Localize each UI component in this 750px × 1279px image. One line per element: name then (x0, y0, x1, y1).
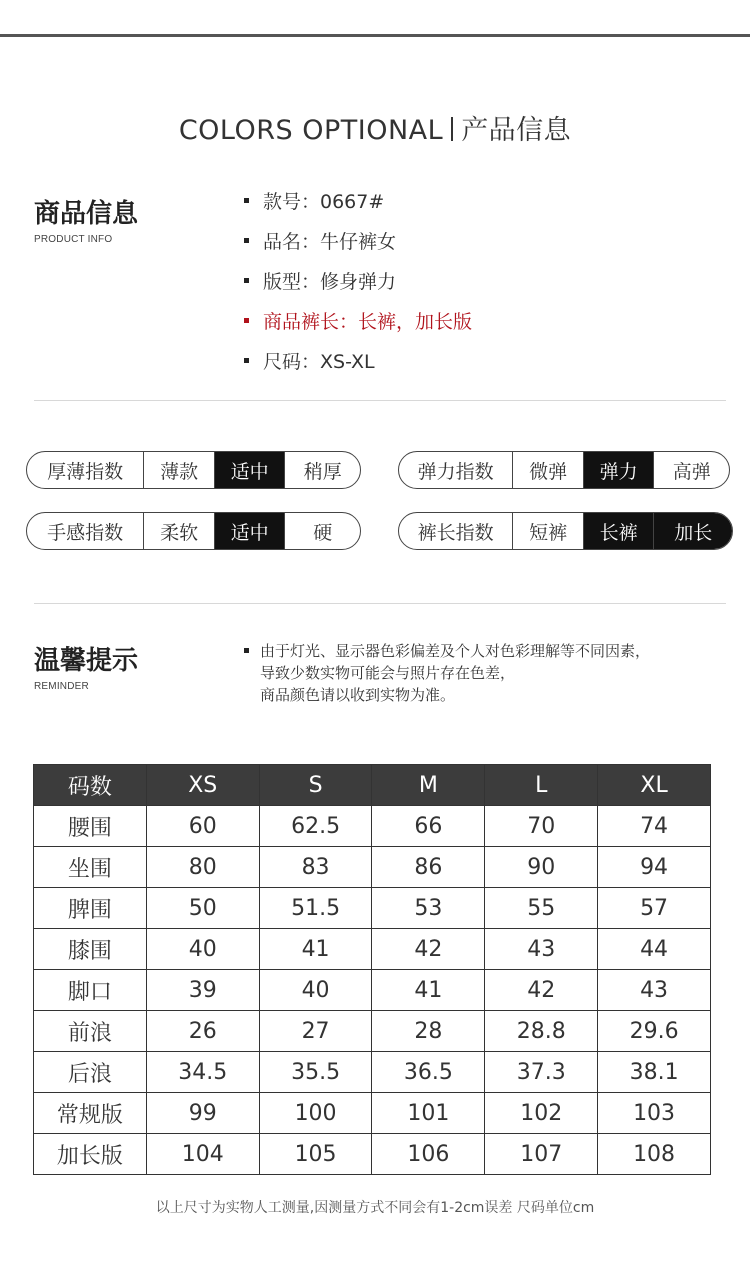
table-row (34, 847, 711, 888)
row-label-cell: 常规版 (34, 1093, 147, 1134)
table-cell: 37.3 (485, 1052, 598, 1093)
index-option: 硬 (284, 513, 360, 549)
index-option: 适中 (214, 513, 285, 549)
index-option: 薄款 (143, 452, 214, 488)
table-cell: 60 (146, 806, 259, 847)
index-option: 短裤 (512, 513, 583, 549)
product-info-item (244, 190, 472, 230)
size-table-header: XL (598, 765, 711, 806)
row-label-cell: 加长版 (34, 1134, 147, 1175)
title-separator (451, 117, 453, 141)
index-option: 长裤 (583, 513, 654, 549)
index-option: 高弹 (653, 452, 729, 488)
table-row (34, 970, 711, 1011)
table-cell: 100 (259, 1093, 372, 1134)
index-label: 裤长指数 (417, 521, 494, 544)
index-pill (26, 451, 361, 489)
table-row (34, 1093, 711, 1134)
table-row (34, 1011, 711, 1052)
table-cell: 26 (146, 1011, 259, 1052)
measurement-footnote: 以上尺寸为实物人工测量,因测量方式不同会有1-2cm误差 尺码单位cm (155, 1200, 595, 1216)
page-title-cn: 产品信息 (461, 115, 572, 146)
top-divider-bar (0, 34, 750, 37)
bullet-icon (244, 648, 249, 653)
table-row (34, 806, 711, 847)
table-row (34, 1052, 711, 1093)
table-cell: 83 (259, 847, 372, 888)
table-cell: 34.5 (146, 1052, 259, 1093)
bullet-icon (244, 358, 249, 363)
row-label-cell: 后浪 (34, 1052, 147, 1093)
product-info-text: 尺码：XS-XL (263, 351, 375, 373)
index-pill (26, 512, 361, 550)
table-cell: 105 (259, 1134, 372, 1175)
table-cell: 74 (598, 806, 711, 847)
table-cell: 27 (259, 1011, 372, 1052)
bullet-icon (244, 318, 249, 323)
bullet-icon (244, 198, 249, 203)
table-cell: 28 (372, 1011, 485, 1052)
table-cell: 53 (372, 888, 485, 929)
table-cell: 70 (485, 806, 598, 847)
index-option: 微弹 (512, 452, 583, 488)
table-row (34, 888, 711, 929)
table-cell: 102 (485, 1093, 598, 1134)
table-cell: 108 (598, 1134, 711, 1175)
size-table-header: 码数 (34, 765, 147, 806)
table-cell: 42 (485, 970, 598, 1011)
size-table (33, 764, 711, 1175)
reminder-text (244, 640, 650, 706)
reminder-heading-cn: 温馨提示 (34, 646, 139, 676)
table-cell: 107 (485, 1134, 598, 1175)
size-table-header: S (259, 765, 372, 806)
table-cell: 104 (146, 1134, 259, 1175)
reminder-line: 导致少数实物可能会与照片存在色差， (260, 664, 516, 682)
product-info-item (244, 350, 472, 390)
product-info-text: 版型：修身弹力 (263, 271, 397, 293)
table-cell: 38.1 (598, 1052, 711, 1093)
index-label: 弹力指数 (417, 460, 494, 483)
table-cell: 101 (372, 1093, 485, 1134)
size-table-header: XS (146, 765, 259, 806)
row-label-cell: 脾围 (34, 888, 147, 929)
table-cell: 66 (372, 806, 485, 847)
product-info-text: 款号：0667# (263, 191, 385, 213)
row-label-cell: 前浪 (34, 1011, 147, 1052)
index-option: 弹力 (583, 452, 654, 488)
row-label-cell: 坐围 (34, 847, 147, 888)
product-info-heading-cn: 商品信息 (34, 199, 139, 229)
table-cell: 80 (146, 847, 259, 888)
table-row (34, 929, 711, 970)
table-cell: 86 (372, 847, 485, 888)
size-table-header: M (372, 765, 485, 806)
table-cell: 99 (146, 1093, 259, 1134)
product-info-list (244, 190, 472, 390)
table-cell: 36.5 (372, 1052, 485, 1093)
product-info-heading-en: PRODUCT INFO (34, 234, 113, 245)
reminder-heading (34, 640, 138, 692)
table-cell: 35.5 (259, 1052, 372, 1093)
table-cell: 41 (372, 970, 485, 1011)
size-table-header-row (34, 765, 711, 806)
table-cell: 40 (259, 970, 372, 1011)
reminder-line: 商品颜色请以收到实物为准。 (260, 686, 456, 704)
table-cell: 55 (485, 888, 598, 929)
reminder-heading-en: REMINDER (34, 681, 89, 692)
table-cell: 50 (146, 888, 259, 929)
index-option: 加长 (653, 513, 732, 549)
bullet-icon (244, 238, 249, 243)
section-divider-2 (34, 603, 726, 604)
table-cell: 41 (259, 929, 372, 970)
size-table-header: L (485, 765, 598, 806)
product-info-item (244, 230, 472, 270)
index-label: 厚薄指数 (47, 460, 124, 483)
product-info-text: 品名：牛仔裤女 (263, 231, 397, 253)
row-label-cell: 膝围 (34, 929, 147, 970)
table-cell: 51.5 (259, 888, 372, 929)
table-cell: 62.5 (259, 806, 372, 847)
index-option: 稍厚 (284, 452, 360, 488)
product-info-heading (34, 193, 138, 245)
page-title (0, 108, 750, 147)
page-title-en: COLORS OPTIONAL (178, 115, 444, 146)
table-cell: 94 (598, 847, 711, 888)
table-cell: 28.8 (485, 1011, 598, 1052)
table-cell: 40 (146, 929, 259, 970)
product-info-item (244, 310, 472, 350)
reminder-line: 由于灯光、显示器色彩偏差及个人对色彩理解等不同因素， (260, 642, 651, 660)
table-cell: 106 (372, 1134, 485, 1175)
table-cell: 29.6 (598, 1011, 711, 1052)
index-option: 柔软 (143, 513, 214, 549)
product-info-text: 商品裤长：长裤，加长版 (263, 311, 473, 333)
table-cell: 43 (485, 929, 598, 970)
section-divider-1 (34, 400, 726, 401)
table-cell: 42 (372, 929, 485, 970)
table-cell: 57 (598, 888, 711, 929)
index-pill (398, 451, 730, 489)
table-row (34, 1134, 711, 1175)
index-option: 适中 (214, 452, 285, 488)
product-info-item (244, 270, 472, 310)
table-cell: 90 (485, 847, 598, 888)
index-pill (398, 512, 733, 550)
table-cell: 44 (598, 929, 711, 970)
bullet-icon (244, 278, 249, 283)
row-label-cell: 脚口 (34, 970, 147, 1011)
table-cell: 43 (598, 970, 711, 1011)
index-label: 手感指数 (47, 521, 124, 544)
table-cell: 39 (146, 970, 259, 1011)
table-cell: 103 (598, 1093, 711, 1134)
row-label-cell: 腰围 (34, 806, 147, 847)
